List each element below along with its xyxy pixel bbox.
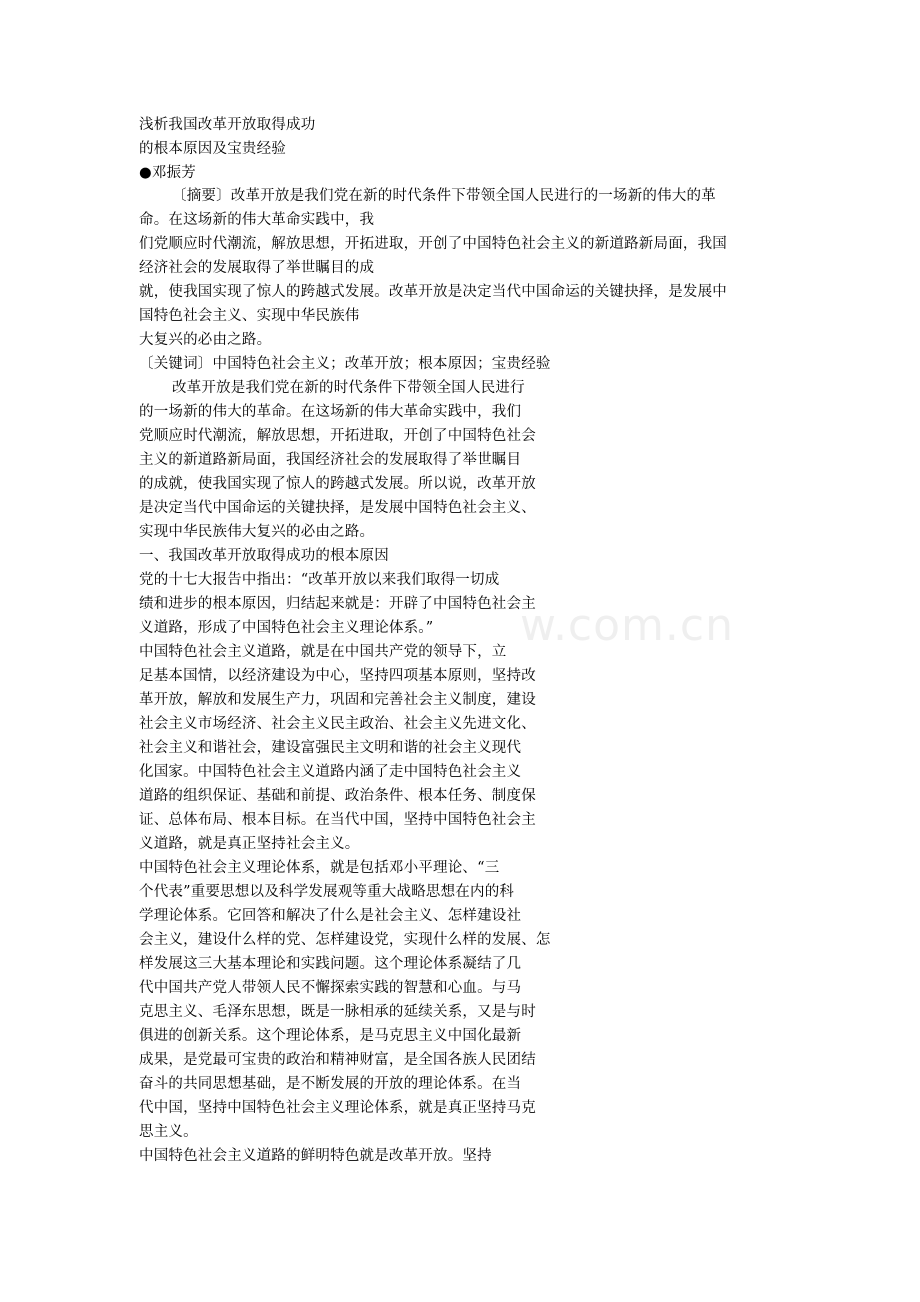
intro-line: 主义的新道路新局面，我国经济社会的发展取得了举世瞩目: [139, 452, 522, 468]
intro-line: 党顺应时代潮流，解放思想，开拓进取，开创了中国特色社会: [139, 428, 536, 444]
paragraph-line: 化国家。中国特色社会主义道路内涵了走中国特色社会主义: [139, 764, 522, 780]
section-heading: 一、我国改革开放取得成功的根本原因: [139, 548, 389, 564]
paragraph-line: 中国特色社会主义道路的鲜明特色就是改革开放。坚持: [139, 1148, 492, 1164]
paragraph-line: 会主义，建设什么样的党、怎样建设党，实现什么样的发展、怎: [139, 932, 551, 948]
intro-line: 的成就，使我国实现了惊人的跨越式发展。所以说，改革开放: [139, 476, 536, 492]
title-line-1: 浅析我国改革开放取得成功: [139, 117, 316, 133]
paragraph-line: 个代表”重要思想以及科学发展观等重大战略思想在内的科: [139, 884, 515, 900]
paragraph-line: 中国特色社会主义道路，就是在中国共产党的领导下，立: [139, 644, 507, 660]
keywords: 〔关键词〕中国特色社会主义；改革开放；根本原因；宝贵经验: [139, 356, 551, 372]
paragraph-line: 代中国，坚持中国特色社会主义理论体系，就是真正坚持马克: [139, 1100, 536, 1116]
paragraph-line: 足基本国情，以经济建设为中心，坚持四项基本原则，坚持改: [139, 668, 536, 684]
intro-line: 的一场新的伟大的革命。在这场新的伟大革命实践中，我们: [139, 404, 522, 420]
paragraph-line: 义道路，就是真正坚持社会主义。: [139, 836, 360, 852]
intro-line: 是决定当代中国命运的关键抉择，是发展中国特色社会主义、: [139, 500, 536, 516]
author: ●邓振芳: [139, 165, 196, 181]
paragraph-line: 克思主义、毛泽东思想，既是一脉相承的延续关系，又是与时: [139, 1004, 536, 1020]
intro-line: 实现中华民族伟大复兴的必由之路。: [139, 524, 375, 540]
paragraph-line: 思主义。: [139, 1124, 198, 1140]
watermark: w.com.cn: [520, 600, 734, 651]
abstract-line: 大复兴的必由之路。: [139, 332, 272, 348]
paragraph-line: 样发展这三大基本理论和实践问题。这个理论体系凝结了几: [139, 956, 522, 972]
paragraph-line: 中国特色社会主义理论体系，就是包括邓小平理论、“三: [139, 860, 500, 876]
paragraph-line: 成果，是党最可宝贵的政治和精神财富，是全国各族人民团结: [139, 1052, 536, 1068]
paragraph-line: 证、总体布局、根本目标。在当代中国，坚持中国特色社会主: [139, 812, 536, 828]
paragraph-line: 俱进的创新关系。这个理论体系，是马克思主义中国化最新: [139, 1028, 522, 1044]
quote-line: 绩和进步的根本原因，归结起来就是：开辟了中国特色社会主: [139, 596, 536, 612]
abstract-line: 就，使我国实现了惊人的跨越式发展。改革开放是决定当代中国命运的关键抉择，是发展中: [139, 284, 727, 300]
intro-line: 改革开放是我们党在新的时代条件下带领全国人民进行: [172, 380, 525, 396]
paragraph-line: 奋斗的共同思想基础，是不断发展的开放的理论体系。在当: [139, 1076, 522, 1092]
quote-line: 党的十七大报告中指出：“改革开放以来我们取得一切成: [139, 572, 500, 588]
quote-line: 义道路，形成了中国特色社会主义理论体系。”: [139, 620, 434, 636]
paragraph-line: 社会主义和谐社会，建设富强民主文明和谐的社会主义现代: [139, 740, 522, 756]
paragraph-line: 道路的组织保证、基础和前提、政治条件、根本任务、制度保: [139, 788, 536, 804]
abstract-line: 经济社会的发展取得了举世瞩目的成: [139, 260, 375, 276]
paragraph-line: 学理论体系。它回答和解决了什么是社会主义、怎样建设社: [139, 908, 522, 924]
abstract-line: 〔摘要〕改革开放是我们党在新的时代条件下带领全国人民进行的一场新的伟大的革: [172, 188, 716, 204]
paragraph-line: 社会主义市场经济、社会主义民主政治、社会主义先进文化、: [139, 716, 536, 732]
abstract-line: 国特色社会主义、实现中华民族伟: [139, 308, 360, 324]
paragraph-line: 革开放，解放和发展生产力，巩固和完善社会主义制度，建设: [139, 692, 536, 708]
paragraph-line: 代中国共产党人带领人民不懈探索实践的智慧和心血。与马: [139, 980, 522, 996]
abstract-line: 们党顺应时代潮流，解放思想，开拓进取，开创了中国特色社会主义的新道路新局面，我国: [139, 236, 727, 252]
title-line-2: 的根本原因及宝贵经验: [139, 141, 286, 157]
abstract-line: 命。在这场新的伟大革命实践中，我: [139, 212, 375, 228]
